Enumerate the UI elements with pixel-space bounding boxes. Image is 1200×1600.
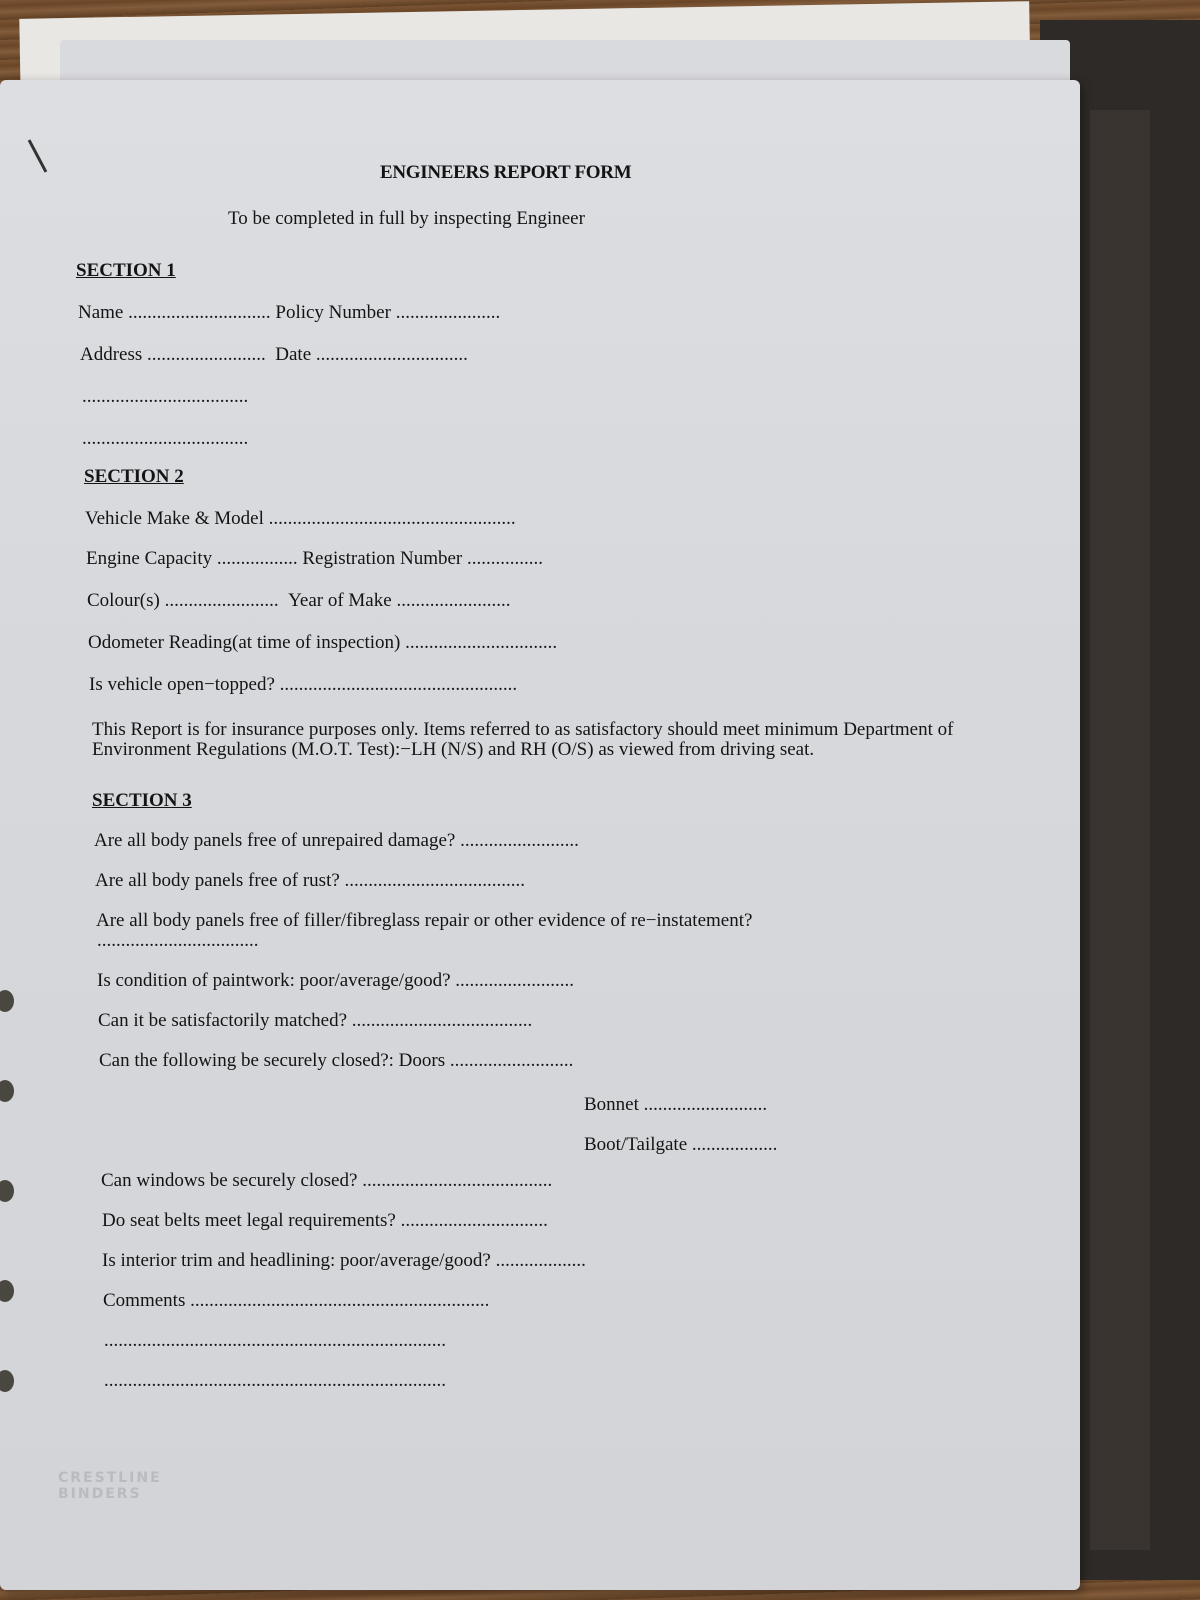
comments-line-3[interactable]: ........................................................................	[104, 1370, 446, 1391]
open-topped-row	[89, 674, 517, 696]
address-line-2[interactable]: ...................................	[82, 386, 249, 407]
policy-number-field[interactable]: ......................	[395, 302, 501, 323]
name-label: Name	[78, 302, 124, 323]
paintwork-field[interactable]: .........................	[455, 970, 575, 991]
seat-belts-row	[102, 1210, 548, 1232]
vehicle-make-row	[85, 508, 516, 530]
windows-row	[101, 1170, 552, 1192]
form-title: ENGINEERS REPORT FORM	[380, 162, 632, 183]
paintwork-question: Is condition of paintwork: poor/average/good?	[97, 970, 451, 991]
odometer-label: Odometer Reading(at time of inspection)	[88, 632, 401, 653]
year-of-make-field[interactable]: ........................	[396, 590, 511, 611]
damage-question: Are all body panels free of unrepaired damage?	[94, 830, 456, 851]
address-label: Address	[80, 344, 143, 365]
windows-question: Can windows be securely closed?	[101, 1170, 358, 1191]
paintwork-row	[97, 970, 574, 992]
name-row	[78, 302, 500, 324]
section-3-heading: SECTION 3	[92, 790, 192, 811]
colour-label: Colour(s)	[87, 590, 160, 611]
seat-belts-field[interactable]: ...............................	[400, 1210, 548, 1231]
date-field[interactable]: ................................	[315, 344, 468, 365]
open-topped-label: Is vehicle open−topped?	[89, 674, 275, 695]
colour-row	[87, 590, 510, 612]
damage-row	[94, 830, 579, 852]
filler-field[interactable]: ..................................	[97, 930, 259, 951]
boot-tailgate-label: Boot/Tailgate	[584, 1134, 688, 1155]
section-2-heading: SECTION 2	[84, 466, 184, 487]
vehicle-make-label: Vehicle Make & Model	[85, 508, 264, 529]
bonnet-row	[584, 1094, 767, 1116]
vehicle-make-field[interactable]: ....................................................	[268, 508, 516, 529]
comments-line-2[interactable]: ........................................................................	[104, 1330, 446, 1351]
damage-field[interactable]: .........................	[460, 830, 579, 851]
address-line-3[interactable]: ...................................	[82, 428, 249, 449]
rust-field[interactable]: ......................................	[344, 870, 526, 891]
engine-capacity-label: Engine Capacity	[86, 548, 213, 569]
engine-row	[86, 548, 543, 570]
odometer-field[interactable]: ................................	[405, 632, 558, 653]
rust-question: Are all body panels free of rust?	[95, 870, 340, 891]
section-1-heading: SECTION 1	[76, 260, 176, 281]
policy-number-label: Policy Number	[275, 302, 391, 323]
date-label: Date	[275, 344, 312, 365]
registration-number-field[interactable]: ................	[467, 548, 543, 569]
matched-field[interactable]: ......................................	[351, 1010, 533, 1031]
form-page	[0, 80, 1080, 1590]
bonnet-field[interactable]: ..........................	[643, 1094, 768, 1115]
filler-question: Are all body panels free of filler/fibreglass repair or other evidence of re−instatement?	[96, 910, 753, 931]
comments-label: Comments	[103, 1290, 186, 1311]
binder-logo: CRESTLINE BINDERS	[58, 1470, 162, 1502]
registration-number-label: Registration Number	[302, 548, 463, 569]
closed-row	[99, 1050, 573, 1072]
address-field[interactable]: .........................	[147, 344, 266, 365]
interior-trim-question: Is interior trim and headlining: poor/average/good?	[102, 1250, 491, 1271]
doors-field[interactable]: ..........................	[449, 1050, 574, 1071]
binder-inner	[1090, 110, 1150, 1550]
engine-capacity-field[interactable]: .................	[216, 548, 298, 569]
bonnet-label: Bonnet	[584, 1094, 639, 1115]
boot-row	[584, 1134, 777, 1156]
seat-belts-question: Do seat belts meet legal requirements?	[102, 1210, 396, 1231]
closed-question: Can the following be securely closed?: Doors	[99, 1050, 446, 1071]
open-topped-field[interactable]: ..................................................	[279, 674, 518, 695]
matched-row	[98, 1010, 532, 1032]
boot-tailgate-field[interactable]: ..................	[691, 1134, 778, 1155]
address-row	[80, 344, 468, 366]
comments-row	[103, 1290, 489, 1312]
matched-question: Can it be satisfactorily matched?	[98, 1010, 348, 1031]
interior-trim-row	[102, 1250, 586, 1272]
name-field[interactable]: ..............................	[128, 302, 271, 323]
year-of-make-label: Year of Make	[288, 590, 392, 611]
interior-trim-field[interactable]: ...................	[495, 1250, 586, 1271]
comments-field[interactable]: ...............................................................	[190, 1290, 490, 1311]
rust-row	[95, 870, 525, 892]
odometer-row	[88, 632, 557, 654]
colour-field[interactable]: ........................	[164, 590, 279, 611]
insurance-notice: This Report is for insurance purposes only. Items referred to as satisfactory should meet minimum Department of Environment Regulations (M.O.T. Test):−LH (N/S) and RH (O/S) as viewed from driving seat.	[92, 719, 954, 760]
windows-field[interactable]: ........................................	[362, 1170, 553, 1191]
form-subtitle: To be completed in full by inspecting Engineer	[228, 208, 585, 229]
form-content	[0, 80, 1080, 1590]
